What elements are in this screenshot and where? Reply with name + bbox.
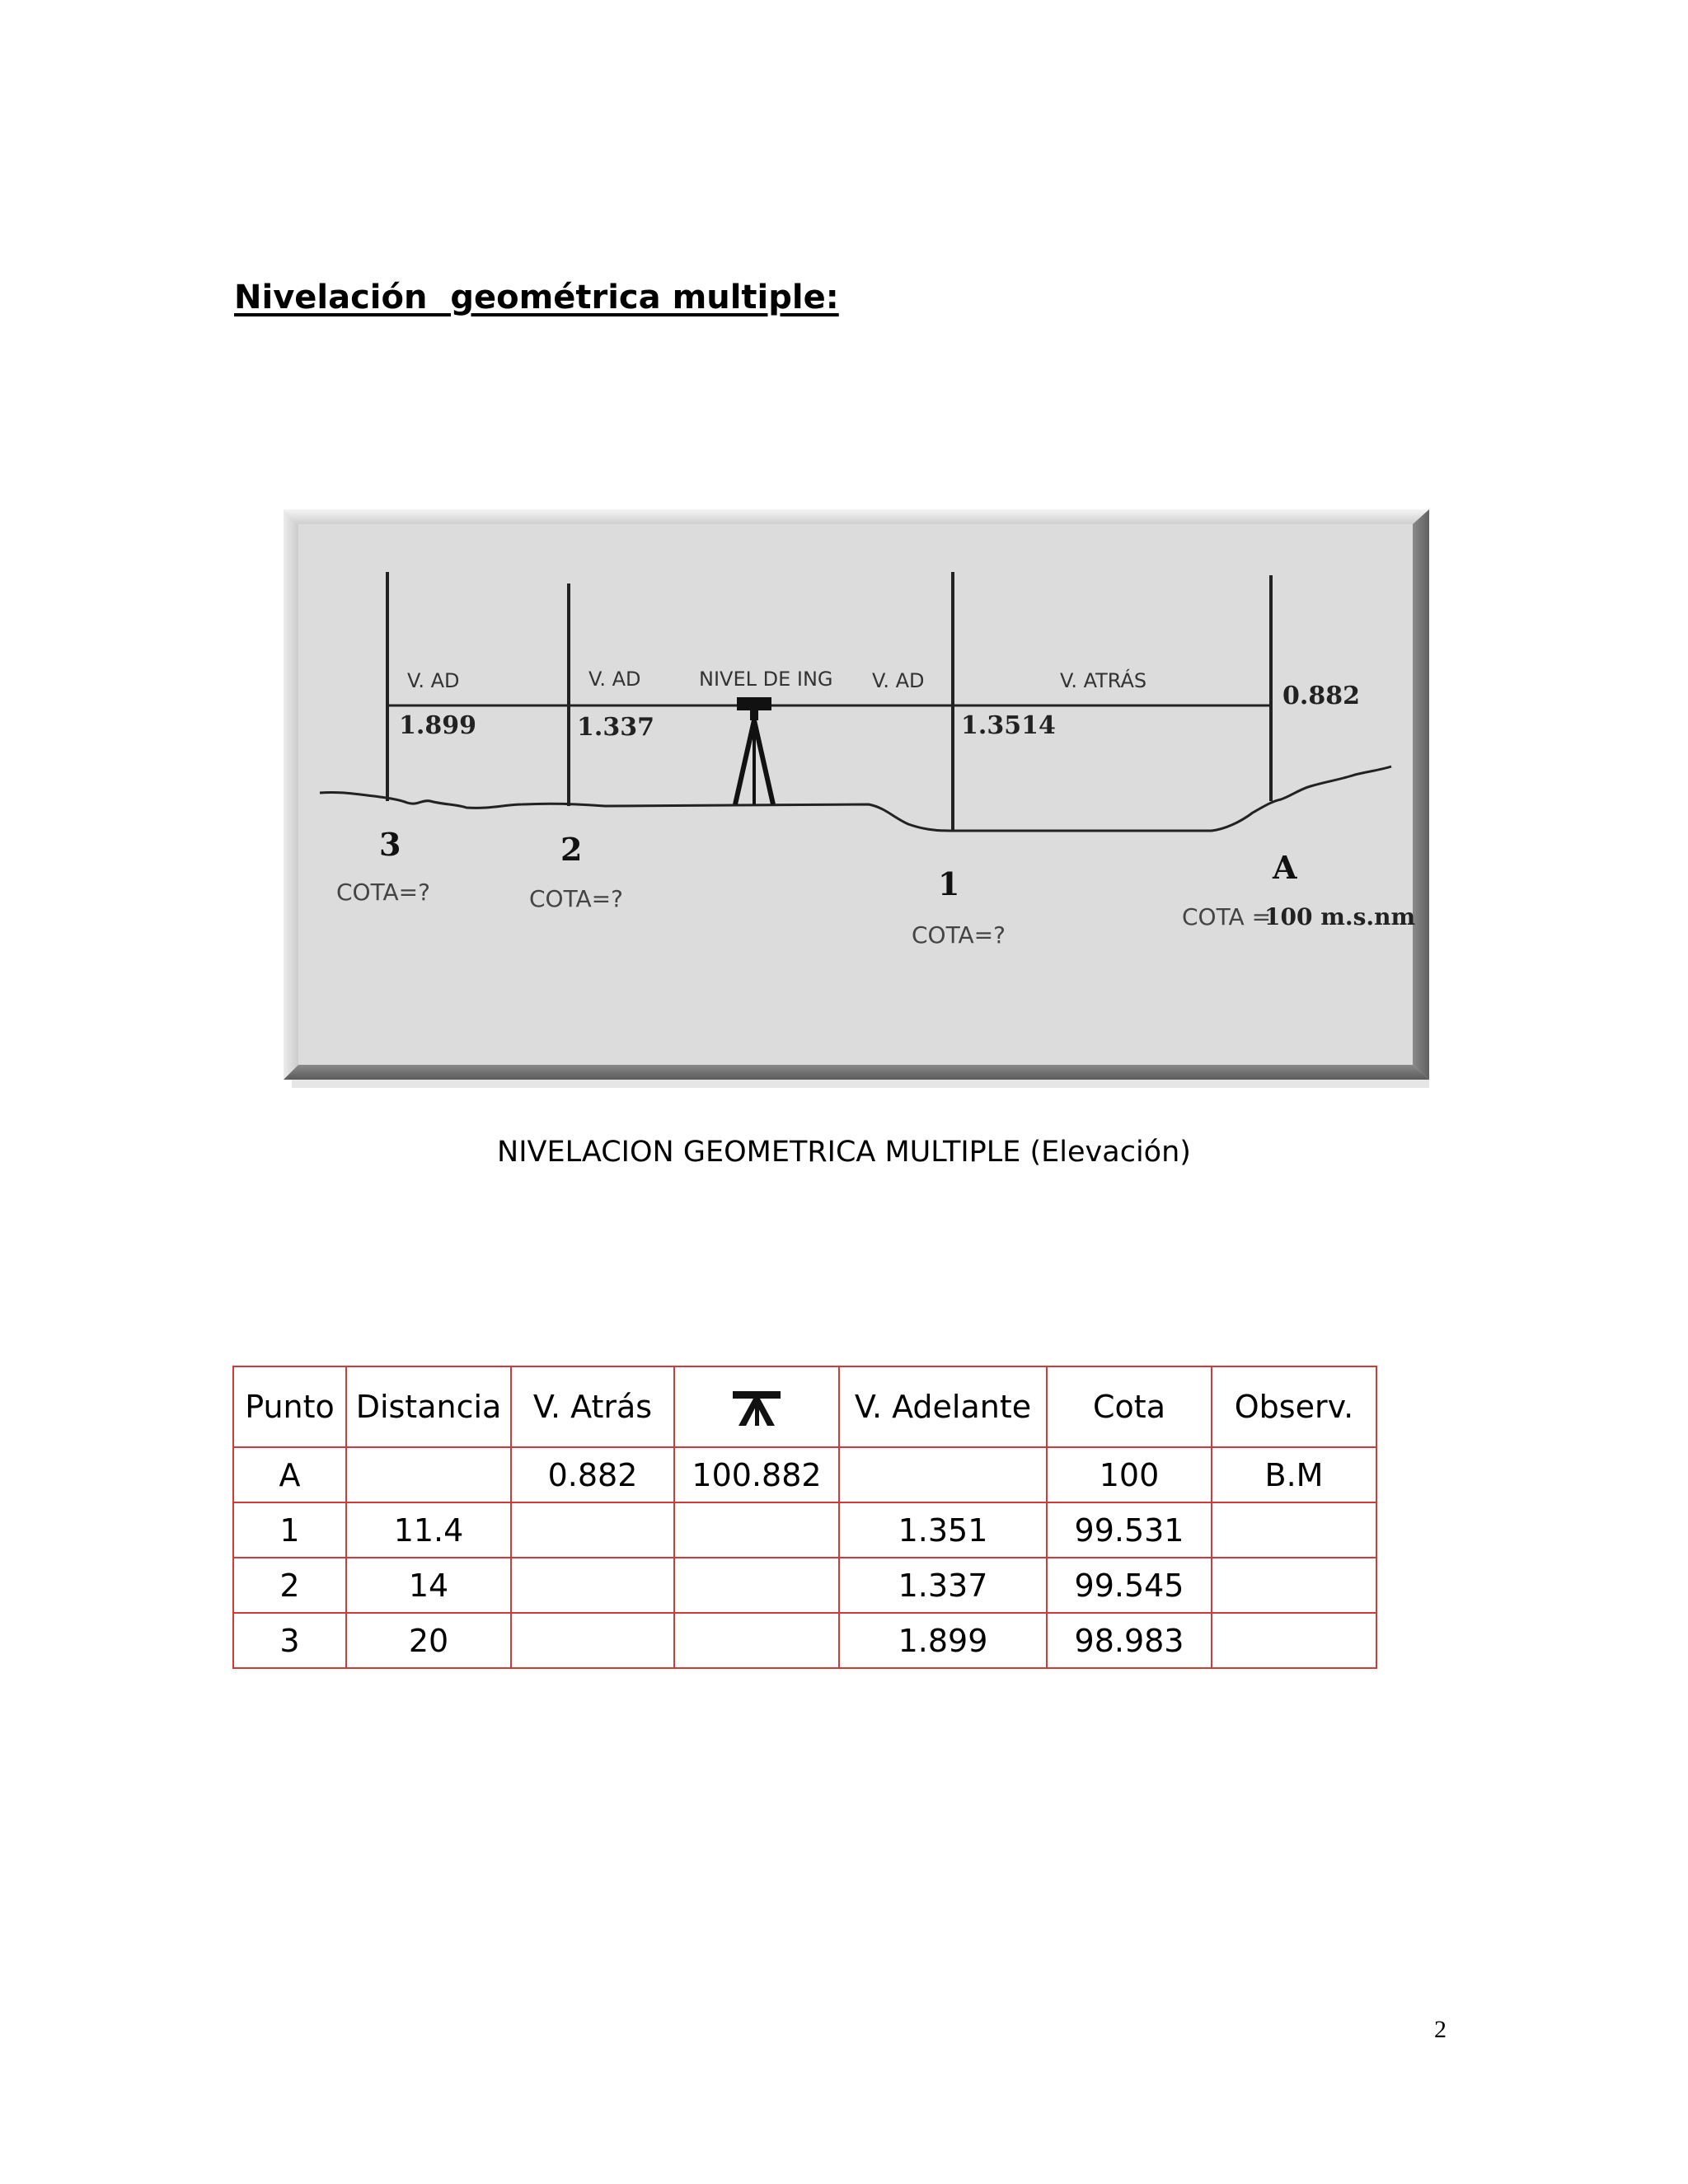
cell-punto: 2 [233,1558,346,1613]
leveling-figure [284,503,1429,1093]
table-row [233,1447,1376,1502]
cota-3: COTA=? [336,879,430,906]
figure-caption: NIVELACION GEOMETRICA MULTIPLE (Elevación) [497,1136,1191,1169]
cell-vatras [511,1558,674,1613]
cell-observ: B.M [1212,1447,1376,1502]
cell-punto: 1 [233,1502,346,1558]
header-vadelante: V. Adelante [839,1366,1047,1447]
cell-vadelante: 1.351 [839,1502,1047,1558]
cell-vatras [511,1613,674,1668]
cell-cota: 98.983 [1047,1613,1212,1668]
label-vad-2: V. AD [588,668,641,691]
cell-distancia: 11.4 [346,1502,511,1558]
cell-vadelante: 1.337 [839,1558,1047,1613]
table-header-row [233,1366,1376,1447]
figure-panel [298,524,1416,1065]
label-vad-1: V. AD [872,669,925,692]
label-vad-3: V. AD [407,669,460,692]
cota-a-value: 100 m.s.nm [1264,903,1416,930]
cell-instrument-height [674,1502,839,1558]
cell-instrument-height: 100.882 [674,1447,839,1502]
reading-3: 1.899 [399,711,476,740]
table-row [233,1613,1376,1668]
cota-a-label: COTA = [1182,903,1272,930]
reading-1: 1.3514 [961,711,1056,740]
table-row [233,1502,1376,1558]
frame-left-bevel [284,509,298,1080]
label-vatras: V. ATRÁS [1060,669,1147,692]
leveling-diagram [284,503,1429,1093]
header-punto: Punto [233,1366,346,1447]
reading-a: 0.882 [1282,682,1360,710]
point-1-label: 1 [938,865,960,902]
point-3-label: 3 [379,826,401,863]
frame-right-bevel [1413,509,1429,1080]
point-2-label: 2 [560,831,583,868]
reading-2: 1.337 [577,713,654,742]
point-a-label: A [1273,849,1297,886]
cell-distancia [346,1447,511,1502]
page-number: 2 [1434,2016,1447,2043]
header-vatras: V. Atrás [511,1366,674,1447]
frame-top-bevel [284,509,1429,524]
header-instrument [674,1366,839,1447]
table-row [233,1558,1376,1613]
leveling-table [232,1366,1377,1669]
cell-distancia: 20 [346,1613,511,1668]
cell-vadelante: 1.899 [839,1613,1047,1668]
label-nivel-de-ing: NIVEL DE ING [699,668,833,691]
level-instrument-icon [731,1390,782,1426]
page-heading: Nivelación geométrica multiple: [234,279,839,316]
cell-vatras: 0.882 [511,1447,674,1502]
cell-cota: 99.531 [1047,1502,1212,1558]
cell-cota: 100 [1047,1447,1212,1502]
cell-observ [1212,1502,1376,1558]
cell-distancia: 14 [346,1558,511,1613]
header-observ: Observ. [1212,1366,1376,1447]
cota-1: COTA=? [912,921,1006,949]
cell-observ [1212,1558,1376,1613]
cell-vadelante [839,1447,1047,1502]
cell-observ [1212,1613,1376,1668]
cell-punto: A [233,1447,346,1502]
frame-bottom-bevel [284,1065,1429,1080]
cota-2: COTA=? [529,885,623,912]
header-cota: Cota [1047,1366,1212,1447]
cell-vatras [511,1502,674,1558]
header-distancia: Distancia [346,1366,511,1447]
cell-instrument-height [674,1613,839,1668]
cell-cota: 99.545 [1047,1558,1212,1613]
cell-punto: 3 [233,1613,346,1668]
cell-instrument-height [674,1558,839,1613]
